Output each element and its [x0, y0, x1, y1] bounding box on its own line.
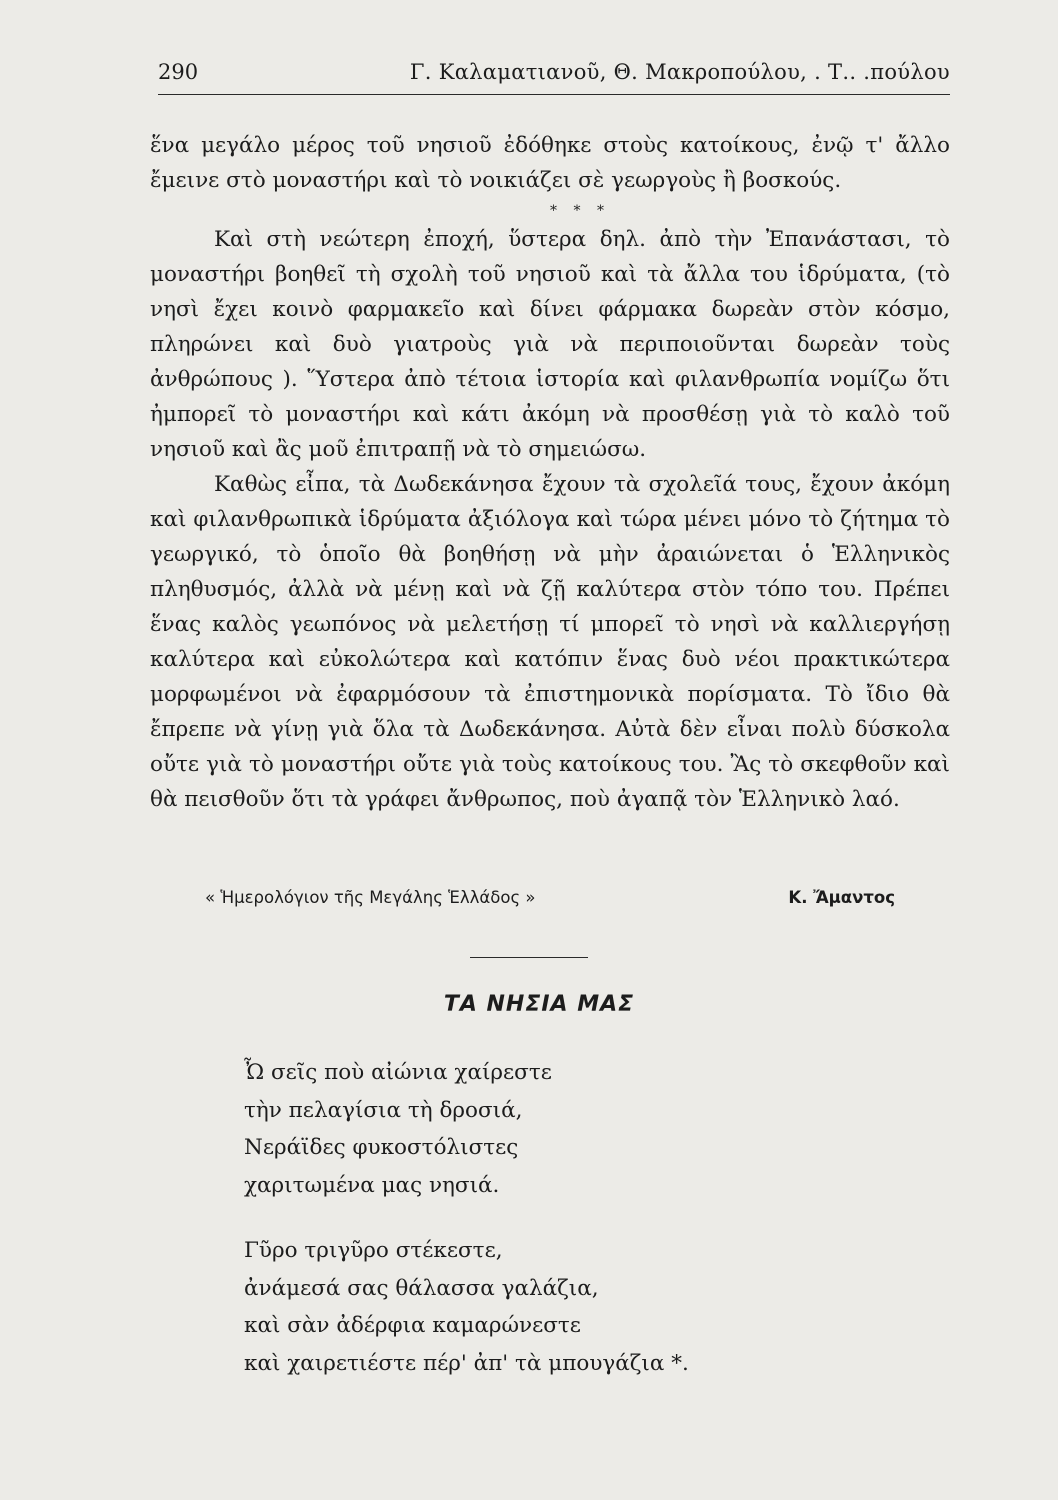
paragraph-2: Καὶ στὴ νεώτερη ἐποχή, ὕστερα δηλ. ἀπὸ τὴν Ἐπανάστασι, τὸ μοναστήρι βοηθεῖ τὴ σχολὴ τοῦ νησιοῦ καὶ τὰ ἄλλα του ἱδρύματα, (τὸ νησὶ ἔχει κοινὸ φαρμακεῖο καὶ δίνει φάρμακα δωρεὰν στὸν κόσμο, πληρώνει καὶ δυὸ γιατροὺς γιὰ νὰ περιποιοῦνται δωρεὰν τοὺς ἀνθρώπους ). Ὕστερα ἀπὸ τέτοια ἱστορία καὶ φιλανθρωπία νομίζω ὅτι ἠμπορεῖ τὸ μοναστήρι καὶ κάτι ἀκόμη νὰ προσθέσῃ γιὰ τὸ καλὸ τοῦ νησιοῦ καὶ ἂς μοῦ ἐπιτραπῇ νὰ τὸ σημειώσω. — [150, 227, 950, 462]
section-divider — [470, 957, 588, 958]
verse-line: καὶ σὰν ἀδέρφια καμαρώνεστε — [244, 1313, 581, 1338]
poem-body — [244, 1054, 689, 1410]
source-citation: « Ἡμερολόγιον τῆς Μεγάλης Ἑλλάδος » — [205, 888, 536, 907]
verse-line: καὶ χαιρετιέστε πέρ' ἀπ' τὰ μπουγάζια *. — [244, 1350, 689, 1376]
stanza-2 — [244, 1232, 689, 1382]
verse-line: Νεράϊδες φυκοστόλιστες — [244, 1135, 519, 1160]
verse-line: Γῦρο τριγῦρο στέκεστε, — [244, 1238, 503, 1263]
page-number: 290 — [158, 60, 199, 84]
section-separator: * * * — [550, 203, 610, 219]
stanza-1 — [244, 1054, 689, 1204]
paragraph-1: ἕνα μεγάλο μέρος τοῦ νησιοῦ ἐδόθηκε στοὺς κατοίκους, ἐνῷ τ' ἄλλο ἔμεινε στὸ μοναστήρι καὶ τὸ νοικιάζει σὲ γεωργοὺς ἢ βοσκούς. — [150, 133, 950, 193]
paragraph-3: Καθὼς εἶπα, τὰ Δωδεκάνησα ἔχουν τὰ σχολεῖά τους, ἔχουν ἀκόμη καὶ φιλανθρωπικὰ ἱδρύματα ἀξιόλογα καὶ τώρα μένει μόνο τὸ ζήτημα τὸ γεωργικό, τὸ ὁποῖο θὰ βοηθήσῃ νὰ μὴν ἀραιώνεται ὁ Ἑλληνικὸς πληθυσμός, ἀλλὰ νὰ μένῃ καὶ νὰ ζῇ καλύτερα στὸν τόπο του. Πρέπει ἕνας καλὸς γεωπόνος νὰ μελετήσῃ τί μπορεῖ τὸ νησὶ νὰ καλλιεργήσῃ καλύτερα καὶ εὐκολώτερα καὶ κατόπιν ἕνας δυὸ νέοι πρακτικώτερα μορφωμένοι νὰ ἐφαρμόσουν τὰ ἐπιστημονικὰ πορίσματα. Τὸ ἴδιο θὰ ἔπρεπε νὰ γίνῃ γιὰ ὅλα τὰ Δωδεκάνησα. Αὐτὰ δὲν εἶναι πολὺ δύσκολα οὔτε γιὰ τὸ μοναστήρι οὔτε γιὰ τοὺς κατοίκους του. Ἂς τὸ σκεφθοῦν καὶ θὰ πεισθοῦν ὅτι τὰ γράφει ἄνθρωπος, ποὺ ἀγαπᾷ τὸν Ἑλληνικὸ λαό. — [150, 472, 950, 812]
poem-title: ΤΑ ΝΗΣΙΑ ΜΑΣ — [443, 992, 635, 1017]
verse-line: χαριτωμένα μας νησιά. — [244, 1172, 500, 1198]
running-head: Γ. Καλαματιανοῦ, Θ. Μακροπούλου, . Τ.. .πούλου — [409, 60, 950, 84]
author-name: Κ. Ἄμαντος — [788, 888, 895, 907]
article-body — [150, 128, 950, 817]
verse-line: τὴν πελαγίσια τὴ δροσιά, — [244, 1097, 523, 1123]
verse-line: ἀνάμεσά σας θάλασσα γαλάζια, — [244, 1275, 599, 1301]
verse-line: Ὦ σεῖς ποὺ αἰώνια χαίρεστε — [244, 1060, 552, 1085]
page-header — [158, 58, 950, 95]
